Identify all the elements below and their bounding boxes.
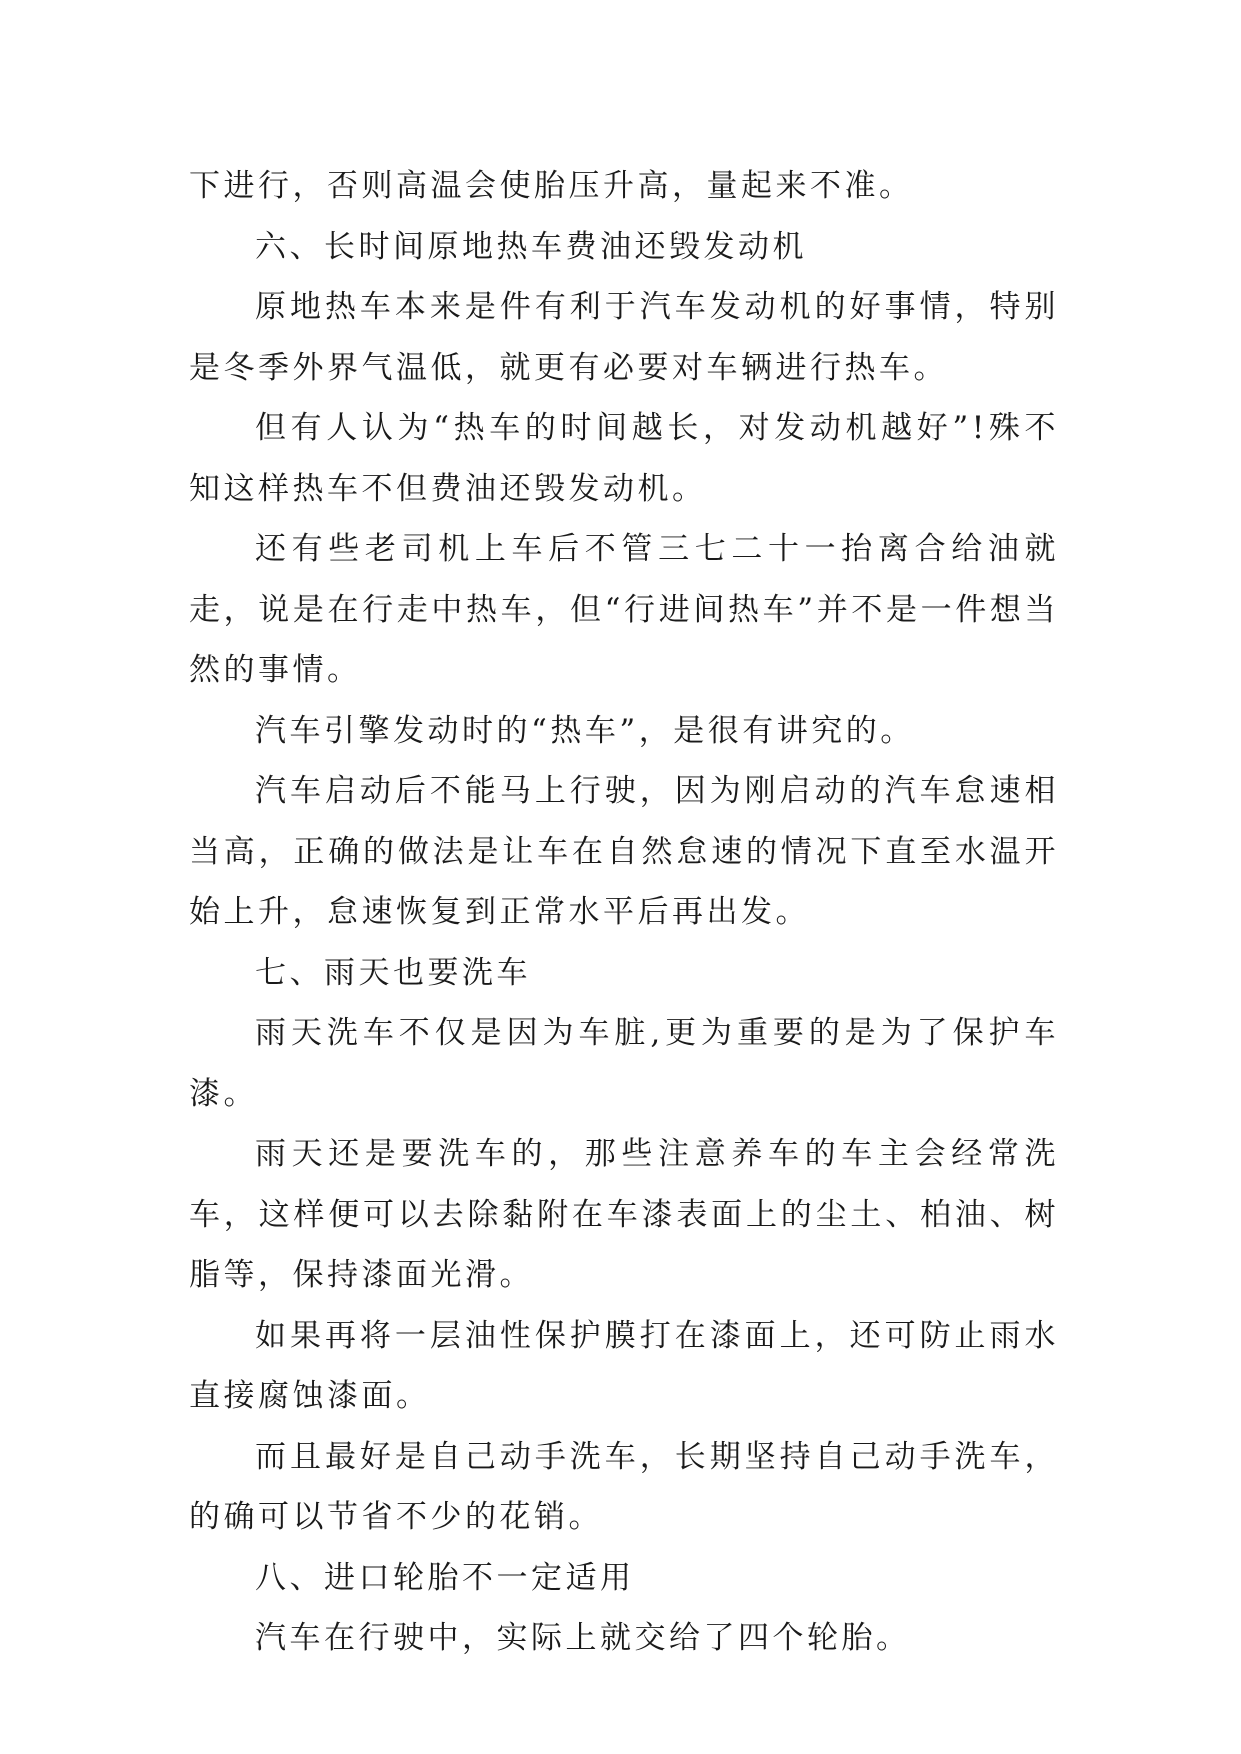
- paragraph: 汽车启动后不能马上行驶，因为刚启动的汽车怠速相当高，正确的做法是让车在自然怠速的情况下直至水温开始上升，怠速恢复到正常水平后再出发。: [189, 773, 1059, 930]
- paragraph: 还有些老司机上车后不管三七二十一抬离合给油就走，说是在行走中热车，但“行进间热车”并不是一件想当然的事情。: [189, 531, 1059, 688]
- paragraph: 雨天洗车不仅是因为车脏,更为重要的是为了保护车漆。: [189, 1015, 1059, 1112]
- paragraph: 但有人认为“热车的时间越长，对发动机越好”!殊不知这样热车不但费油还毁发动机。: [189, 410, 1059, 507]
- paragraph: 如果再将一层油性保护膜打在漆面上，还可防止雨水直接腐蚀漆面。: [189, 1317, 1059, 1414]
- section-heading-6: 六、长时间原地热车费油还毁发动机: [255, 228, 807, 265]
- paragraph: 原地热车本来是件有利于汽车发动机的好事情，特别是冬季外界气温低，就更有必要对车辆进行热车。: [189, 289, 1059, 386]
- document-body: [189, 156, 1059, 1669]
- paragraph: 而且最好是自己动手洗车，长期坚持自己动手洗车，的确可以节省不少的花销。: [189, 1438, 1059, 1535]
- paragraph: 雨天还是要洗车的，那些注意养车的车主会经常洗车，这样便可以去除黏附在车漆表面上的尘土、柏油、树脂等，保持漆面光滑。: [189, 1136, 1059, 1293]
- paragraph: 汽车引擎发动时的“热车”，是很有讲究的。: [255, 712, 915, 749]
- paragraph: 汽车在行驶中，实际上就交给了四个轮胎。: [255, 1620, 911, 1656]
- paragraph-continuation: 下进行，否则高温会使胎压升高，量起来不准。: [189, 168, 914, 204]
- section-heading-8: 八、进口轮胎不一定适用: [255, 1559, 635, 1596]
- section-heading-7: 七、雨天也要洗车: [255, 954, 531, 991]
